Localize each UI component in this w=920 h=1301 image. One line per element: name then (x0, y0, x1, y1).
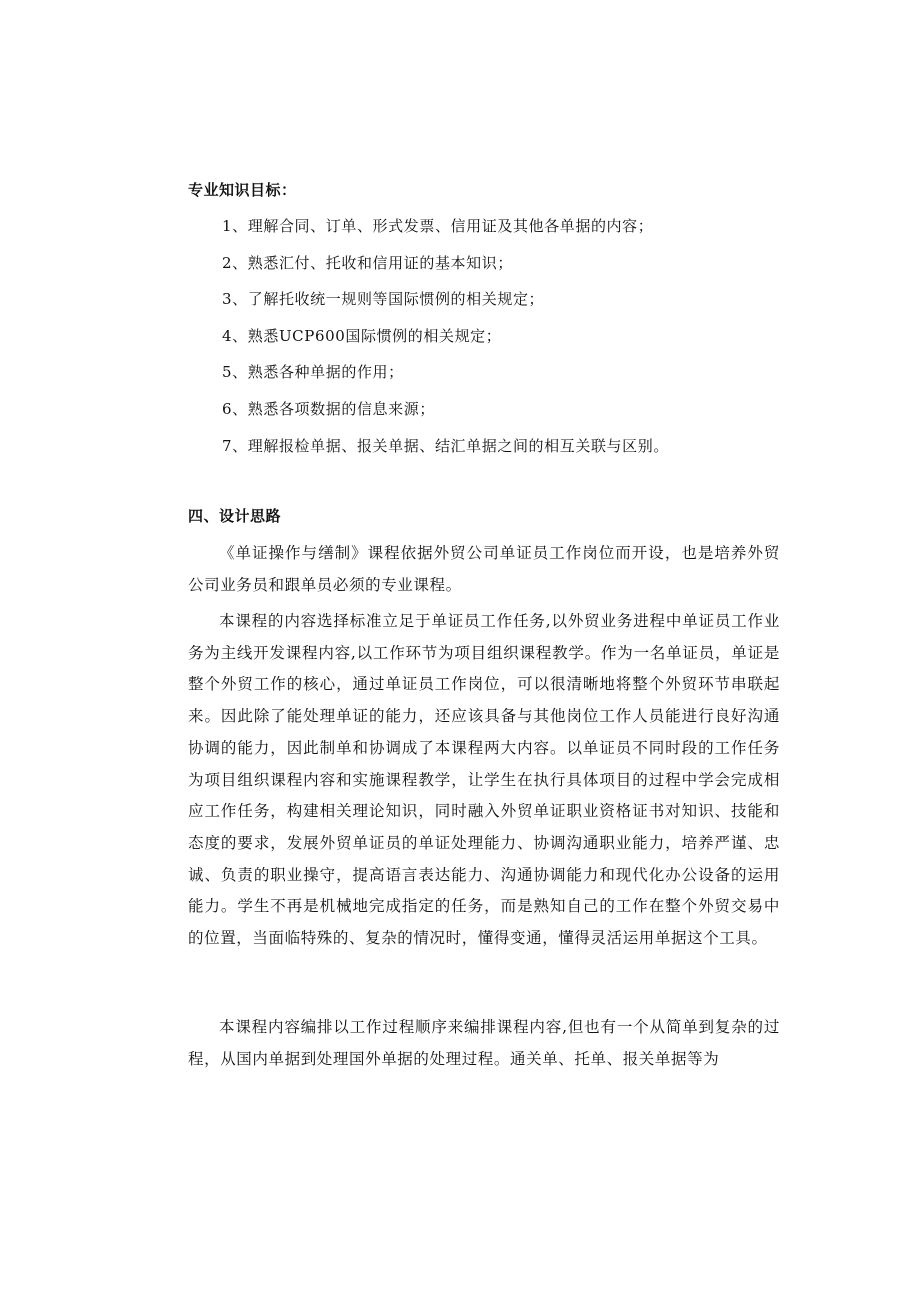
design-paragraph-2: 本课程的内容选择标准立足于单证员工作任务,以外贸业务进程中单证员工作业务为主线开发课程内容,以工作环节为项目组织课程教学。作为一名单证员，单证是整个外贸工作的核心，通过单证员工作岗位，可以很清晰地将整个外贸环节串联起来。因此除了能处理单证的能力，还应该具备与其他岗位工作人员能进行良好沟通协调的能力，因此制单和协调成了本课程两大内容。以单证员不同时段的工作任务为项目组织课程内容和实施课程教学，让学生在执行具体项目的过程中学会完成相应工作任务，构建相关理论知识，同时融入外贸单证职业资格证书对知识、技能和态度的要求，发展外贸单证员的单证处理能力、协调沟通职业能力，培养严谨、忠诚、负责的职业操守，提高语言表达能力、沟通协调能力和现代化办公设备的运用能力。学生不再是机械地完成指定的任务，而是熟知自己的工作在整个外贸交易中的位置，当面临特殊的、复杂的情况时，懂得变通，懂得灵活运用单据这个工具。 (188, 612, 780, 948)
design-paragraph-3: 本课程内容编排以工作过程顺序来编排课程内容,但也有一个从简单到复杂的过程，从国内单据到处理国外单据的处理过程。通关单、托单、报关单据等为 (188, 1018, 780, 1068)
list-item: 6、熟悉各项数据的信息来源； (222, 399, 435, 418)
list-item: 1、理解合同、订单、形式发票、信用证及其他各单据的内容； (222, 217, 654, 235)
list-item: 7、理解报检单据、报关单据、结汇单据之间的相互关联与区别。 (222, 436, 669, 455)
list-item: 4、熟悉UCP600国际惯例的相关规定； (222, 326, 502, 345)
list-item: 3、了解托收统一规则等国际惯例的相关规定； (222, 290, 545, 309)
knowledge-goals-list (222, 212, 669, 468)
design-ideas-heading: 四、设计思路 (188, 507, 282, 525)
design-paragraph-1: 《单证操作与缮制》课程依据外贸公司单证员工作岗位而开设，也是培养外贸公司业务员和跟单员必须的专业课程。 (188, 544, 780, 594)
knowledge-goals-heading: 专业知识目标： (188, 181, 297, 199)
list-item: 2、熟悉汇付、托收和信用证的基本知识； (222, 253, 513, 272)
list-item: 5、熟悉各种单据的作用； (222, 363, 404, 382)
